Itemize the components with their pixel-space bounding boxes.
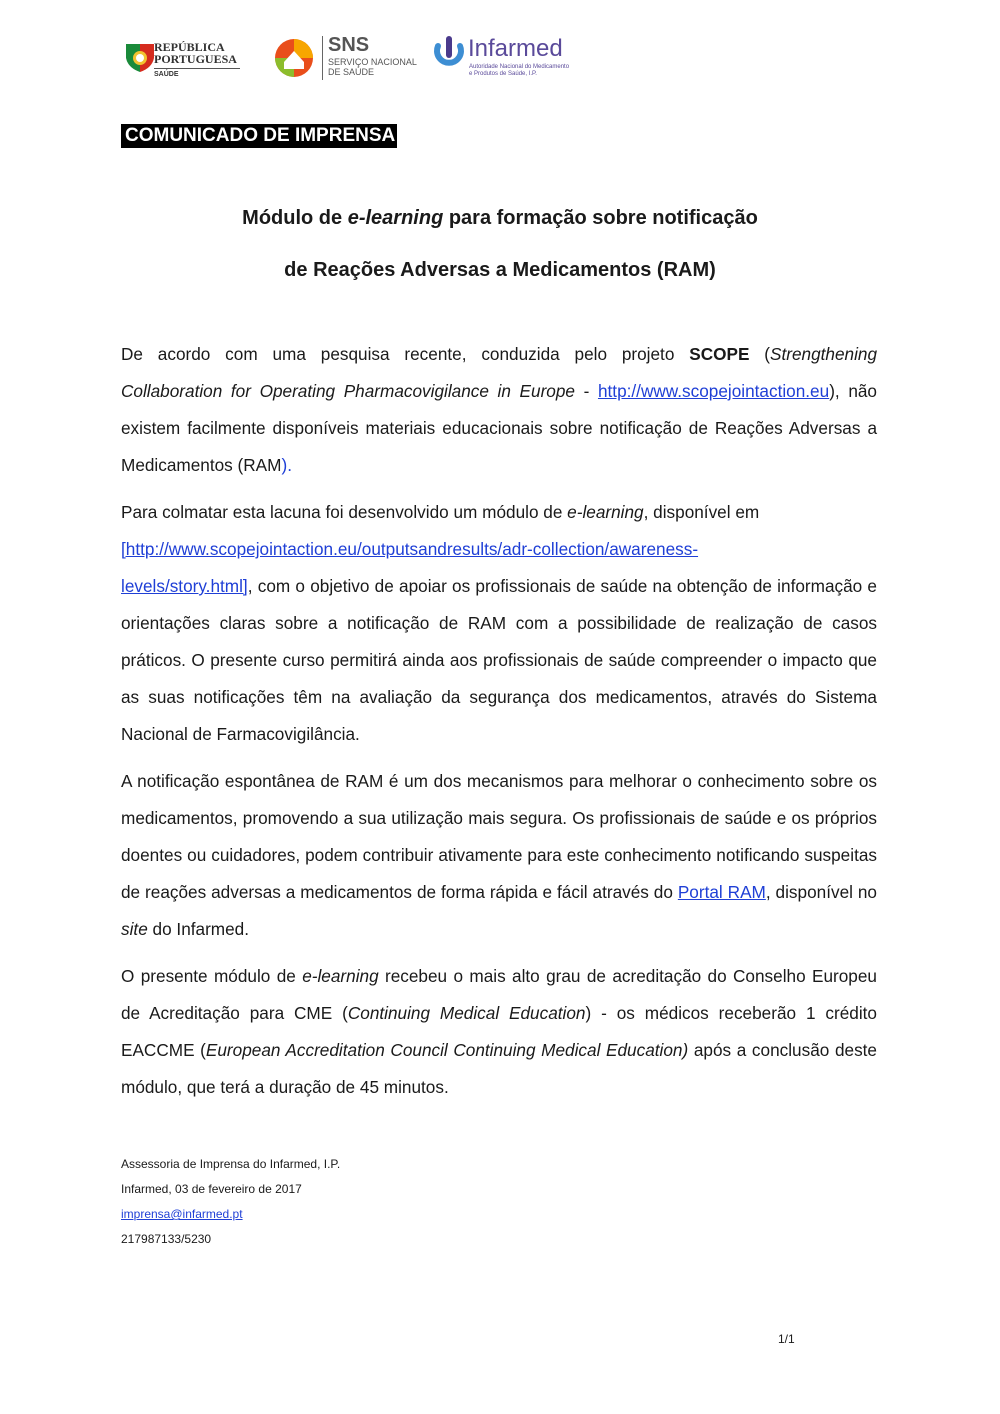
paragraph-1: De acordo com uma pesquisa recente, conduzida pelo projeto SCOPE (Strengthening Collaboration for Operating Pharmacovigilance in Europe - http://www.scopejointaction.eu), não existem facilmente disponíveis materiais educacionais sobre notificação de Reações Adversas a Medicamentos (RAM). xyxy=(121,344,878,475)
sns-line1: SERVIÇO NACIONAL xyxy=(328,57,417,67)
header-logos xyxy=(120,30,580,90)
scope-link[interactable]: http://www.scopejointaction.eu xyxy=(597,381,830,401)
title-line1: Módulo de e-learning para formação sobre notificação xyxy=(242,207,758,229)
paragraph-2: Para colmatar esta lacuna foi desenvolvido um módulo de e-learning, disponível em [http://www.scopejointaction.eu/outputsandresults/adr-collection/awareness- levels/story.html], com o objetivo de apoiar os profissionais de saúde na obtenção de informação e orientações claras sobre a notificação de RAM com a possibilidade de realização de casos práticos. O presente curso permitirá ainda aos profissionais de saúde compreender o impacto que as suas notificações têm na avaliação da segurança dos medicamentos, através do Sistema Nacional de Farmacovigilância. xyxy=(121,502,877,744)
infarmed-logo xyxy=(430,30,580,86)
release-date: Infarmed, 03 de fevereiro de 2017 xyxy=(121,1182,302,1196)
press-contacts xyxy=(121,1152,340,1252)
press-office: Assessoria de Imprensa do Infarmed, I.P. xyxy=(121,1157,341,1171)
document-body xyxy=(121,336,877,1116)
press-phone: 217987133/5230 xyxy=(121,1232,212,1246)
sns-logo xyxy=(270,30,417,82)
rp-line1: REPÚBLICA xyxy=(154,40,225,54)
infarmed-emblem-icon xyxy=(432,34,466,74)
title-line2: de Reações Adversas a Medicamentos (RAM) xyxy=(284,259,716,281)
portal-ram-link[interactable]: Portal RAM xyxy=(677,882,766,902)
sns-abbr: SNS xyxy=(328,34,370,56)
republica-portuguesa-logo xyxy=(120,30,245,82)
press-release-banner: COMUNICADO DE IMPRENSA xyxy=(121,124,397,148)
press-email-link[interactable]: imprensa@infarmed.pt xyxy=(121,1207,243,1221)
paragraph-3: A notificação espontânea de RAM é um dos mecanismos para melhorar o conhecimento sobre os medicamentos, promovendo a sua utilização mais segura. Os profissionais de saúde e os próprios doentes ou cuidadores, podem contribuir ativamente para este conhecimento notificando suspeitas de reações adversas a medicamentos de forma rápida e fácil através do Portal RAM, disponível no site do Infarmed. xyxy=(121,771,877,939)
infarmed-line2: e Produtos de Saúde, I.P. xyxy=(469,71,537,77)
paragraph-4: O presente módulo de e-learning recebeu o mais alto grau de acreditação do Conselho Europeu de Acreditação para CME (Continuing Medical Education) - os médicos receberão 1 crédito EACCME (European Accreditation Council Continuing Medical Education) após a conclusão deste módulo, que terá a duração de 45 minutos. xyxy=(121,966,877,1097)
sns-emblem-icon xyxy=(272,36,316,80)
sns-line2: DE SAÚDE xyxy=(328,67,375,77)
rp-line3: SAÚDE xyxy=(154,71,179,78)
infarmed-line1: Autoridade Nacional do Medicamento xyxy=(469,64,570,70)
elearning-module-link-cont[interactable]: levels/story.html] xyxy=(121,576,248,596)
page-number: 1/1 xyxy=(778,1332,795,1346)
document-title xyxy=(120,206,880,283)
elearning-module-link[interactable]: [http://www.scopejointaction.eu/outputsandresults/adr-collection/awareness- xyxy=(121,539,699,559)
rp-line2: PORTUGUESA xyxy=(154,52,237,66)
infarmed-name: Infarmed xyxy=(468,35,563,62)
republica-portuguesa-emblem-icon xyxy=(122,40,158,76)
